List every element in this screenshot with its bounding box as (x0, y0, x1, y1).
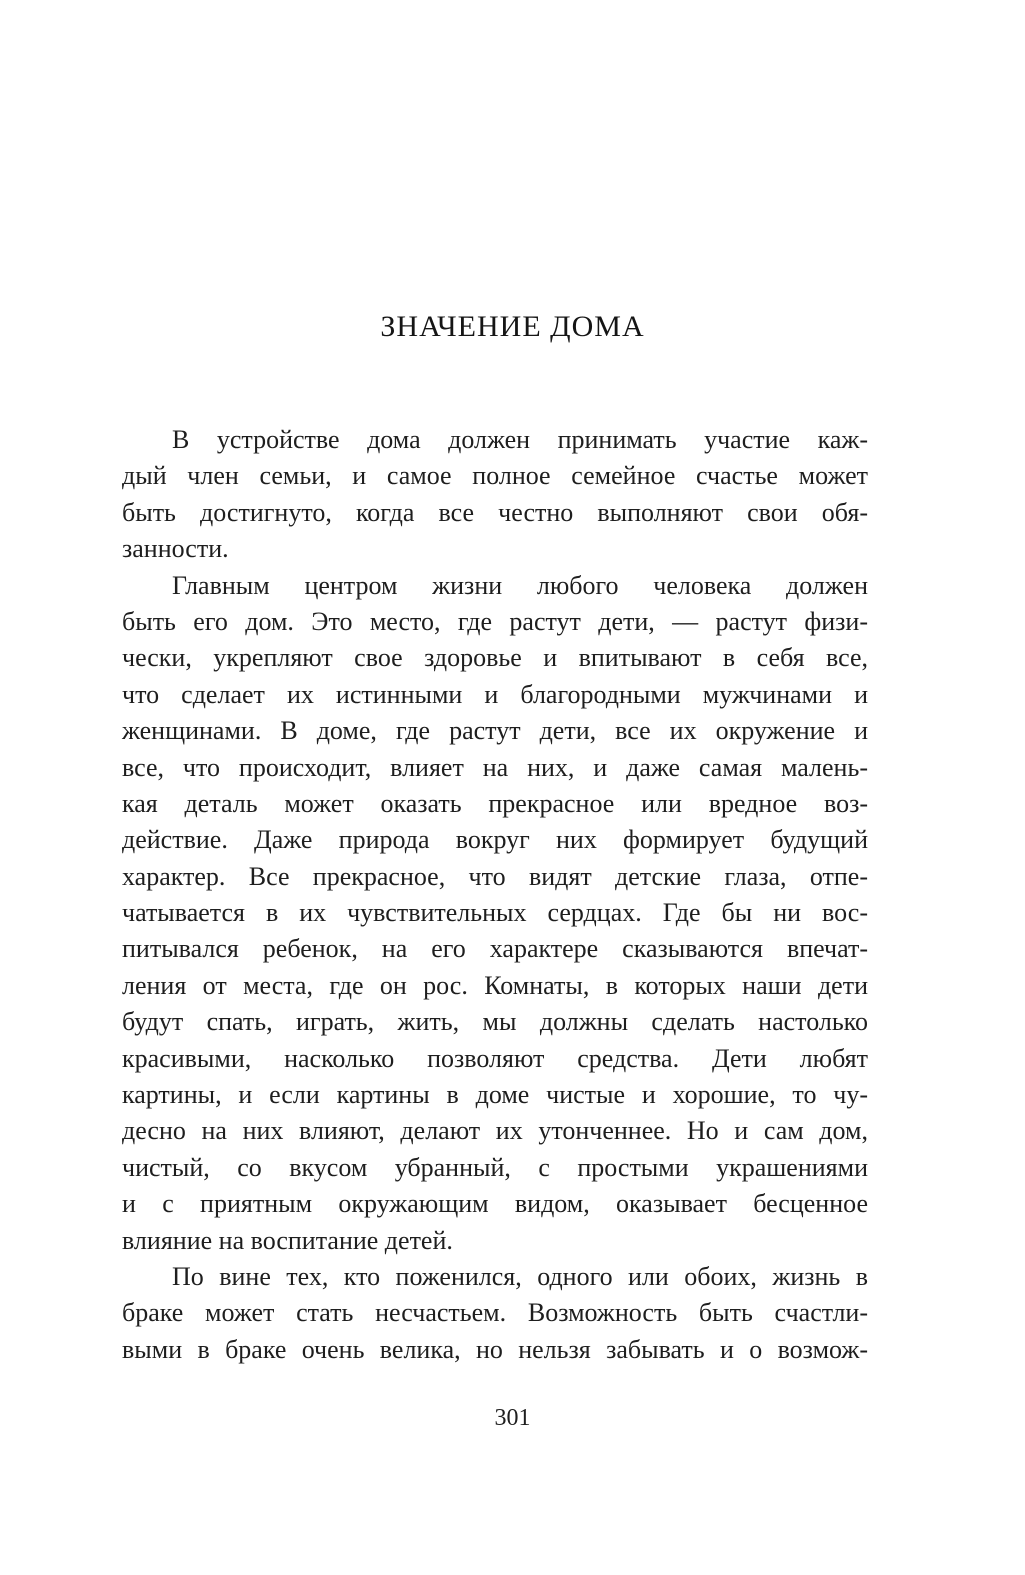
text-line: что сделает их истинными и благородными мужчинами и (122, 679, 868, 709)
text-line: По вине тех, кто поженился, одного или обоих, жизнь в (172, 1261, 868, 1291)
text-line: чески, укрепляют свое здоровье и впитывают в себя все, (122, 643, 868, 673)
text-line: быть достигнуто, когда все честно выполняют свои обя- (122, 497, 868, 527)
text-line: все, что происходит, влияет на них, и даже самая малень- (122, 752, 868, 782)
text-line: женщинами. В доме, где растут дети, все их окружение и (122, 716, 868, 746)
text-line: браке может стать несчастьем. Возможность быть счастли- (122, 1298, 868, 1328)
text-line: занности. (122, 534, 229, 564)
text-line: В устройстве дома должен принимать участие каж- (172, 425, 868, 454)
text-line: ления от места, где он рос. Комнаты, в которых наши дети (122, 970, 868, 1000)
body-text (122, 422, 868, 1368)
text-line: картины, и если картины в доме чистые и хорошие, то чу- (122, 1080, 868, 1110)
text-line: будут спать, играть, жить, мы должны сделать настолько (122, 1007, 868, 1037)
text-line: и с приятным окружающим видом, оказывает бесценное (122, 1189, 868, 1219)
text-line: чистый, со вкусом убранный, с простыми украшениями (122, 1152, 868, 1182)
text-line: кая деталь может оказать прекрасное или вредное воз- (122, 788, 868, 818)
text-line: влияние на воспитание детей. (122, 1225, 453, 1255)
text-line: быть его дом. Это место, где растут дети, — растут физи- (122, 606, 868, 636)
text-line: выми в браке очень велика, но нельзя забывать и о возмож- (122, 1334, 868, 1364)
text-line: питывался ребенок, на его характере сказываются впечат- (122, 934, 868, 964)
text-line: красивыми, насколько позволяют средства. Дети любят (122, 1043, 868, 1073)
text-line: действие. Даже природа вокруг них формирует будущий (122, 825, 868, 855)
page-number: 301 (494, 1405, 531, 1431)
text-line: Главным центром жизни любого человека должен (172, 570, 868, 600)
text-line: чатывается в их чувствительных сердцах. Где бы ни вос- (122, 898, 868, 928)
chapter-title: ЗНАЧЕНИЕ ДОМА (380, 310, 645, 343)
text-line: дый член семьи, и самое полное семейное счастье может (122, 461, 868, 491)
text-line: десно на них влияют, делают их утонченнее. Но и сам дом, (122, 1116, 868, 1146)
text-line: характер. Все прекрасное, что видят детские глаза, отпе- (122, 861, 868, 891)
